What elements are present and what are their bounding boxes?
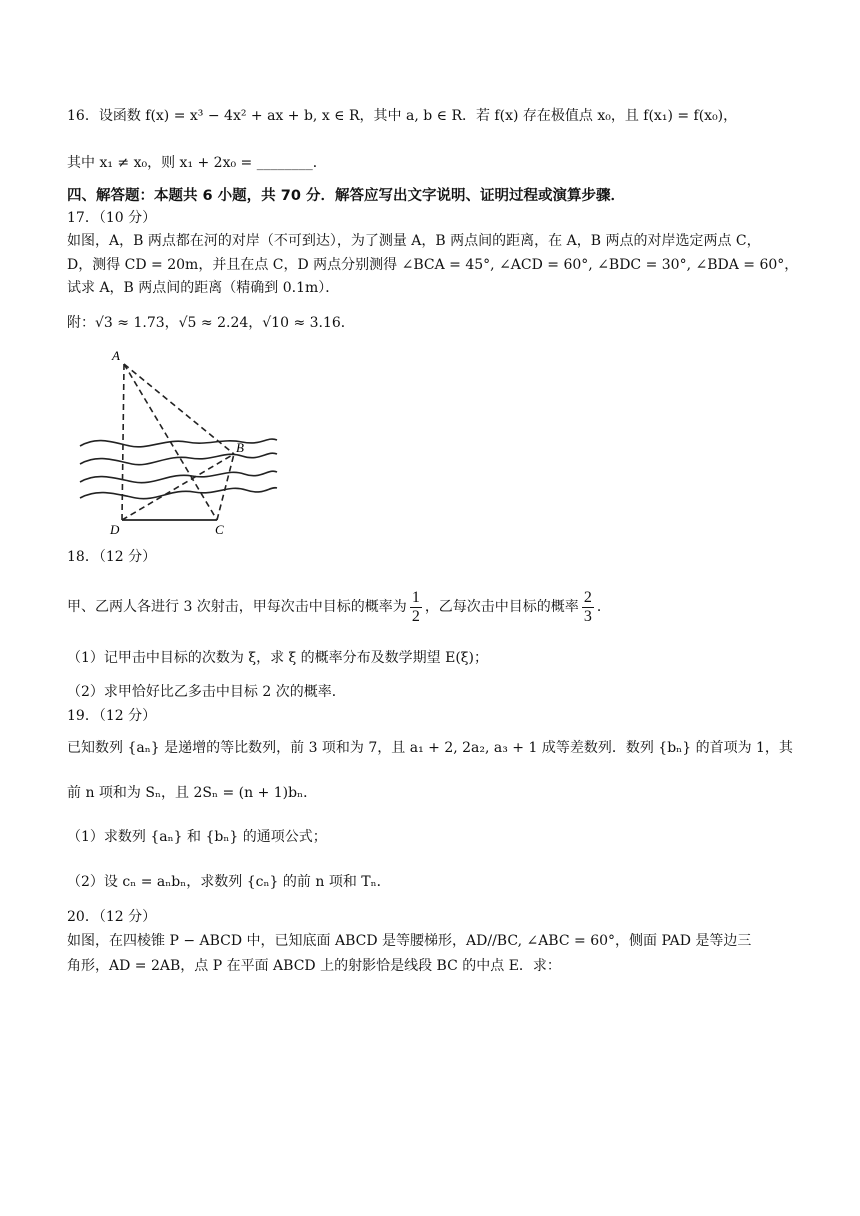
q16-line2: 其中 x₁ ≠ x₀，则 x₁ + 2x₀ = ________． — [67, 155, 327, 171]
line-AD — [122, 364, 124, 520]
q20-number: 20．（12 分） — [67, 909, 157, 925]
q18-part2: （2）求甲恰好比乙多击中目标 2 次的概率． — [67, 684, 346, 700]
q18-number: 18．（12 分） — [67, 549, 157, 565]
label-D: D — [110, 522, 120, 536]
wave-1 — [80, 439, 277, 447]
fraction-2-denominator: 3 — [583, 607, 592, 625]
fraction-1-numerator: 1 — [411, 588, 420, 606]
label-A: A — [112, 348, 120, 363]
wave-3 — [80, 471, 277, 483]
q16-line1: 16．设函数 f(x) = x³ − 4x² + ax + b, x ∈ R，其中 a, b ∈ R．若 f(x) 存在极值点 x₀，且 f(x₁) = f(x₀)， — [67, 108, 738, 124]
q20-line1: 如图，在四棱锥 P − ABCD 中，已知底面 ABCD 是等腰梯形，AD//BC, ∠ABC = 60°，侧面 PAD 是等边三 — [67, 933, 752, 949]
q17-appendix: 附：√3 ≈ 1.73，√5 ≈ 2.24，√10 ≈ 3.16． — [67, 315, 355, 331]
q18-line1-text: 甲、乙两人各进行 3 次射击，甲每次击中目标的概率为 — [67, 599, 407, 615]
line-AB — [124, 364, 234, 454]
q18-line1-end: ． — [596, 599, 611, 615]
line-CB — [217, 454, 234, 520]
section-heading: 四、解答题：本题共 6 小题，共 70 分．解答应写出文字说明、证明过程或演算步骤． — [67, 188, 625, 204]
q17-number: 17．（10 分） — [67, 210, 157, 226]
q18-line1 — [67, 585, 800, 629]
q20-line2: 角形，AD = 2AB，点 P 在平面 ABCD 上的射影恰是线段 BC 的中点 E．求： — [67, 958, 561, 974]
river-waves — [80, 439, 277, 499]
q19-part2: （2）设 cₙ = aₙbₙ，求数列 {cₙ} 的前 n 项和 Tₙ． — [67, 874, 391, 890]
q19-part1: （1）求数列 {aₙ} 和 {bₙ} 的通项公式； — [67, 829, 327, 845]
q18-line1-mid: ，乙每次击中目标的概率 — [424, 599, 579, 615]
river-measurement-figure — [72, 346, 282, 536]
line-AC — [124, 364, 217, 520]
fraction-1-denominator: 2 — [411, 607, 420, 625]
q18-fraction-1 — [410, 589, 422, 626]
q19-number: 19．（12 分） — [67, 708, 157, 724]
line-DB — [122, 454, 234, 520]
label-C: C — [215, 522, 224, 536]
fraction-2-numerator: 2 — [583, 588, 592, 606]
q18-fraction-2 — [582, 589, 594, 626]
q18-part1: （1）记甲击中目标的次数为 ξ，求 ξ 的概率分布及数学期望 E(ξ)； — [67, 650, 488, 666]
q17-line3: 试求 A，B 两点间的距离（精确到 0.1m）． — [67, 280, 340, 296]
q17-line1: 如图，A，B 两点都在河的对岸（不可到达），为了测量 A，B 两点间的距离，在 A，B 两点的对岸选定两点 C， — [67, 233, 761, 249]
label-B: B — [236, 440, 244, 455]
wave-4 — [80, 488, 277, 499]
q19-line2: 前 n 项和为 Sₙ，且 2Sₙ = (n + 1)bₙ． — [67, 785, 318, 801]
river-diagram — [72, 346, 282, 536]
q17-line2: D，测得 CD = 20m，并且在点 C，D 两点分别测得 ∠BCA = 45°, ∠ACD = 60°, ∠BDC = 30°, ∠BDA = 60°， — [67, 257, 799, 273]
q19-line1: 已知数列 {aₙ} 是递增的等比数列，前 3 项和为 7，且 a₁ + 2, 2a₂, a₃ + 1 成等差数列．数列 {bₙ} 的首项为 1，其 — [67, 740, 793, 756]
